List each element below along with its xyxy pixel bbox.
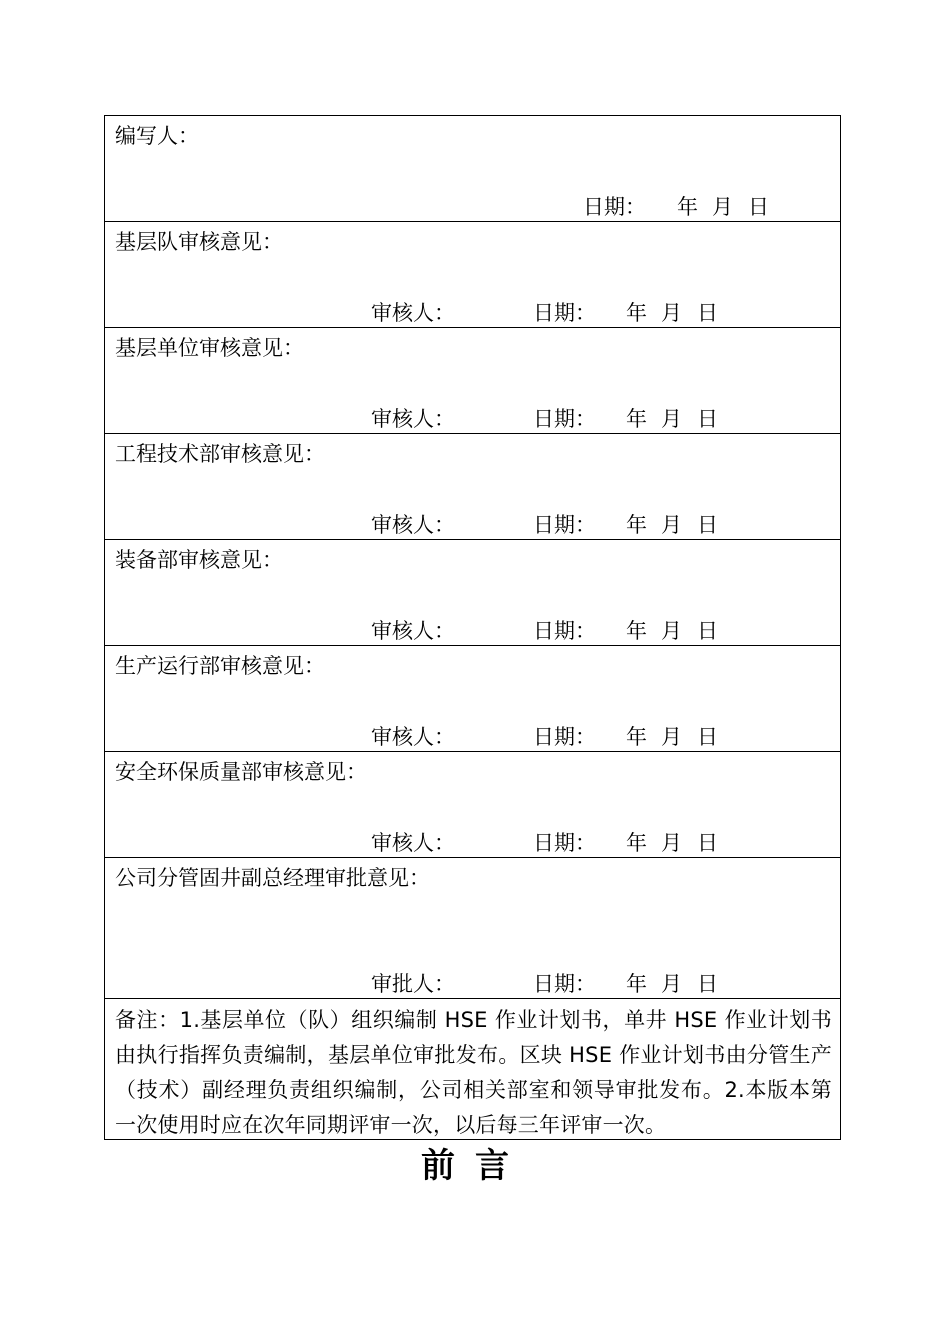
day-label: 日 — [697, 513, 718, 537]
row-engineering-review — [105, 434, 840, 540]
row-hse-review — [105, 752, 840, 858]
month-label: 月 — [661, 725, 682, 749]
row-team-review — [105, 222, 840, 328]
year-label: 年 — [626, 407, 647, 431]
day-label: 日 — [748, 195, 769, 219]
reviewer-label: 审核人： — [371, 513, 455, 537]
date-label: 日期： — [533, 831, 596, 855]
approval-form-table — [104, 115, 841, 1140]
date-label: 日期： — [533, 513, 596, 537]
year-label: 年 — [626, 972, 647, 996]
year-label: 年 — [626, 619, 647, 643]
year-label: 年 — [626, 831, 647, 855]
month-label: 月 — [661, 831, 682, 855]
year-label: 年 — [677, 195, 698, 219]
production-review-label: 生产运行部审核意见： — [115, 654, 325, 678]
date-label: 日期： — [533, 725, 596, 749]
year-label: 年 — [626, 301, 647, 325]
day-label: 日 — [697, 831, 718, 855]
date-label: 日期： — [533, 301, 596, 325]
day-label: 日 — [697, 301, 718, 325]
row-notes — [105, 999, 840, 1139]
month-label: 月 — [712, 195, 733, 219]
year-label: 年 — [626, 725, 647, 749]
author-label: 编写人： — [115, 124, 199, 148]
month-label: 月 — [661, 407, 682, 431]
reviewer-label: 审核人： — [371, 725, 455, 749]
date-label: 日期： — [533, 972, 596, 996]
day-label: 日 — [697, 407, 718, 431]
hse-review-label: 安全环保质量部审核意见： — [115, 760, 367, 784]
reviewer-label: 审核人： — [371, 407, 455, 431]
approver-label: 审批人： — [371, 972, 455, 996]
row-production-review — [105, 646, 840, 752]
reviewer-label: 审核人： — [371, 831, 455, 855]
row-equipment-review — [105, 540, 840, 646]
date-label: 日期： — [533, 619, 596, 643]
equipment-review-label: 装备部审核意见： — [115, 548, 283, 572]
unit-review-label: 基层单位审核意见： — [115, 336, 304, 360]
date-label: 日期： — [533, 407, 596, 431]
row-author — [105, 116, 840, 222]
row-vp-approval — [105, 858, 840, 999]
year-label: 年 — [626, 513, 647, 537]
notes-text: 备注：1.基层单位（队）组织编制 HSE 作业计划书，单井 HSE 作业计划书由执行指挥负责编制，基层单位审批发布。区块 HSE 作业计划书由分管生产（技术）副经理负责组织编制，公司相关部室和领导审批发布。2.本版本第一次使用时应在次年同期评审一次，以后每三年评审一次。 — [115, 1008, 832, 1137]
reviewer-label: 审核人： — [371, 301, 455, 325]
section-heading: 前言 — [421, 1146, 529, 1186]
month-label: 月 — [661, 619, 682, 643]
team-review-label: 基层队审核意见： — [115, 230, 283, 254]
month-label: 月 — [661, 972, 682, 996]
row-unit-review — [105, 328, 840, 434]
day-label: 日 — [697, 972, 718, 996]
engineering-review-label: 工程技术部审核意见： — [115, 442, 325, 466]
day-label: 日 — [697, 619, 718, 643]
vp-approval-label: 公司分管固井副总经理审批意见： — [115, 866, 430, 890]
date-label: 日期： — [583, 195, 646, 219]
day-label: 日 — [697, 725, 718, 749]
reviewer-label: 审核人： — [371, 619, 455, 643]
month-label: 月 — [661, 513, 682, 537]
month-label: 月 — [661, 301, 682, 325]
